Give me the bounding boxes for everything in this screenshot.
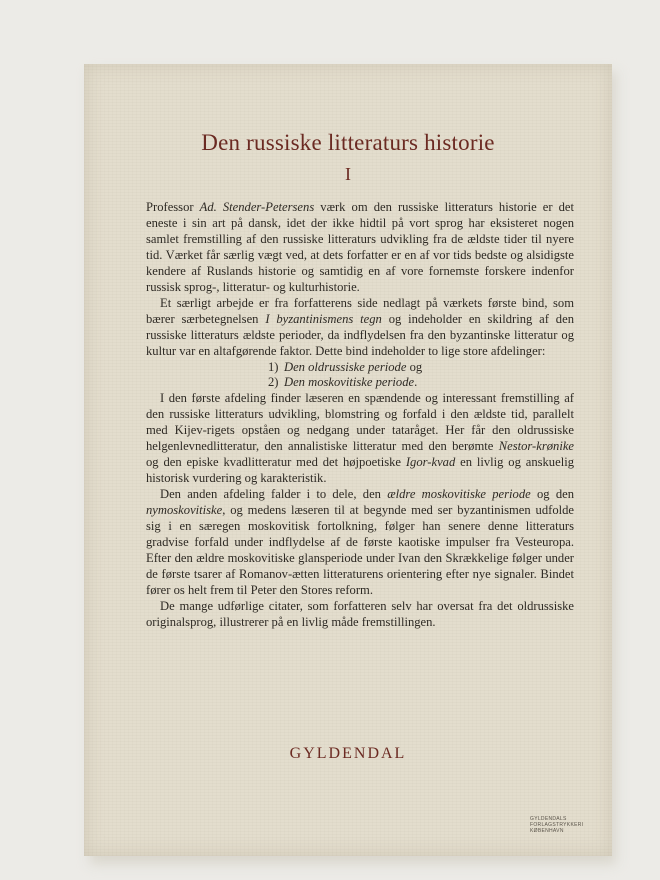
periods-list-item bbox=[146, 375, 574, 391]
blurb-text bbox=[146, 200, 574, 631]
text-run: Et særligt arbejde er fra forfatterens side nedlagt på værkets første bind, som bærer særbetegnelsen bbox=[146, 295, 574, 326]
periods-list-item bbox=[146, 360, 574, 376]
text-run: I den første afdeling finder læseren en spændende og interessant fremstilling af den russiske litteraturs udvikling, blomstring og forfald i den ældste tid, parallelt med Kijev-rigets opståen og nedgang under tataråget. Her får den oldrussiske helgenlevnedlitteratur, den annalistiske litteratur med den berømte bbox=[146, 391, 574, 454]
period-name: Den moskovitiske periode bbox=[284, 375, 415, 390]
italic-phrase: I byzantinismens tegn bbox=[265, 311, 382, 326]
list-suffix: og bbox=[406, 359, 423, 374]
italic-phrase: Igor-kvad bbox=[405, 455, 456, 470]
text-run: Den anden afdeling falder i to dele, den bbox=[160, 487, 388, 502]
stamp-line: KØBENHAVN bbox=[530, 828, 564, 834]
italic-phrase: Ad. Stender-Petersens bbox=[199, 200, 315, 214]
list-number: 2) bbox=[268, 375, 279, 390]
list-number: 1) bbox=[268, 359, 279, 374]
text-run: og indeholder en skildring af den russiske litteraturs ældste perioder, da indflydelsen fra den byzantinske litteratur og kultur var en altafgørende faktor. Dette bind indeholder to lige store afdelinger: bbox=[146, 311, 574, 358]
stamp-line: GYLDENDALS bbox=[530, 816, 567, 822]
text-run: værk om den russiske litteraturs historie er det eneste i sin art på dansk, idet der ikke hidtil på vort sprog har eksisteret nogen samlet fremstilling af den russiske litteraturs udvikling fra de ældste tider til nyere tid. Værket får særlig vægt ved, at dets forfatter er en af vor tids bedste og alsidigste kendere af Ruslands historie og samtidig en af vore fornemste forskere indenfor russisk sprog-, litteratur- og kulturhistorie. bbox=[146, 200, 574, 294]
volume-number: I bbox=[345, 164, 351, 184]
blurb-paragraph bbox=[146, 487, 574, 599]
book-title: Den russiske litteraturs historie bbox=[201, 130, 495, 155]
text-run: og den bbox=[530, 487, 575, 502]
periods-list bbox=[146, 360, 574, 392]
list-suffix: . bbox=[414, 375, 418, 390]
stamp-line: FORLAGSTRYKKERI bbox=[530, 822, 584, 828]
italic-phrase: ældre moskovitiske periode bbox=[387, 487, 531, 502]
text-run: , og medens læseren til at begynde med ser byzantinismen udfolde sig i en særegen moskovitisk fortolkning, følger han senere denne litteraturs gradvise forfald under indflydelse af de første kaotiske impulser fra Vesteuropa. Efter den ældre moskovitiske glansperiode under Ivan den Skrækkelige følger under de første tsarer af Romanov-ætten litteraturens orientering efter nye signaler. Bindet fører os helt frem til Peter den Stores reform. bbox=[146, 503, 574, 597]
text-run: en livlig og anskuelig historisk vurdering og karakteristik. bbox=[146, 455, 574, 486]
book-back-cover bbox=[84, 64, 612, 856]
blurb-paragraph bbox=[146, 296, 574, 360]
italic-phrase: nymoskovitiske bbox=[146, 503, 223, 518]
text-run: og den episke kvadlitteratur med det højpoetiske bbox=[146, 455, 406, 470]
printer-stamp bbox=[530, 816, 583, 834]
period-name: Den oldrussiske periode bbox=[284, 359, 407, 374]
blurb-paragraph bbox=[146, 599, 574, 631]
italic-phrase: Nestor-krønike bbox=[498, 439, 574, 454]
text-run: De mange udførlige citater, som forfatteren selv har oversat fra det oldrussiske originalsprog, illustrerer på en livlig måde fremstillingen. bbox=[146, 598, 574, 629]
text-run: Professor bbox=[146, 200, 200, 214]
blurb-paragraph bbox=[146, 200, 574, 296]
publisher-name: GYLDENDAL bbox=[289, 745, 407, 762]
blurb-paragraph bbox=[146, 391, 574, 487]
